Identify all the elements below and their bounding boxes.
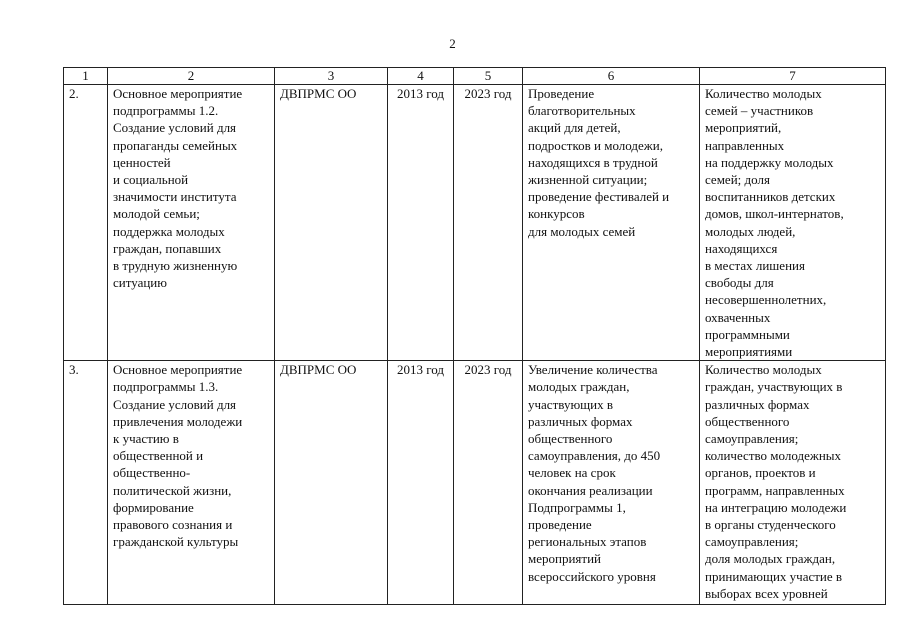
indicator-cell: Количество молодых граждан, участвующих в различных формах общественного самоуправления; количество молодежных органов, проектов и программ, направленных на интеграцию молодежи в органы студенческого самоуправления; доля молодых граждан, принимающих участие в выборах всех уровней bbox=[700, 361, 886, 605]
result-cell: Проведение благотворительных акций для детей, подростков и молодежи, находящихся в трудной жизненной ситуации; проведение фестивалей и конкурсов для молодых семей bbox=[523, 85, 700, 361]
column-header: 5 bbox=[454, 68, 523, 85]
row-number: 3. bbox=[64, 361, 108, 605]
start-year-cell: 2013 год bbox=[388, 361, 454, 605]
column-header: 6 bbox=[523, 68, 700, 85]
column-header: 4 bbox=[388, 68, 454, 85]
result-cell: Увеличение количества молодых граждан, участвующих в различных формах общественного самоуправления, до 450 человек на срок окончания реализации Подпрограммы 1, проведение региональных этапов мероприятий всероссийского уровня bbox=[523, 361, 700, 605]
page-number: 2 bbox=[449, 36, 456, 51]
executor-cell: ДВПРМС ОО bbox=[275, 361, 388, 605]
end-year-cell: 2023 год bbox=[454, 85, 523, 361]
activity-cell: Основное мероприятие подпрограммы 1.2. Создание условий для пропаганды семейных ценностей и социальной значимости института молодой семьи; поддержка молодых граждан, попавших в трудную жизненную ситуацию bbox=[108, 85, 275, 361]
column-header: 1 bbox=[64, 68, 108, 85]
program-table bbox=[63, 67, 886, 605]
executor-cell: ДВПРМС ОО bbox=[275, 85, 388, 361]
column-header: 3 bbox=[275, 68, 388, 85]
start-year-cell: 2013 год bbox=[388, 85, 454, 361]
activity-cell: Основное мероприятие подпрограммы 1.3. Создание условий для привлечения молодежи к участию в общественной и общественно- политической жизни, формирование правового сознания и гражданской культуры bbox=[108, 361, 275, 605]
table-row bbox=[64, 361, 886, 605]
column-header: 2 bbox=[108, 68, 275, 85]
table-row bbox=[64, 85, 886, 361]
column-number-row bbox=[64, 68, 886, 85]
row-number: 2. bbox=[64, 85, 108, 361]
column-header: 7 bbox=[700, 68, 886, 85]
end-year-cell: 2023 год bbox=[454, 361, 523, 605]
indicator-cell: Количество молодых семей – участников мероприятий, направленных на поддержку молодых семей; доля воспитанников детских домов, школ-интернатов, молодых людей, находящихся в местах лишения свободы для несовершеннолетних, охваченных программными мероприятиями bbox=[700, 85, 886, 361]
